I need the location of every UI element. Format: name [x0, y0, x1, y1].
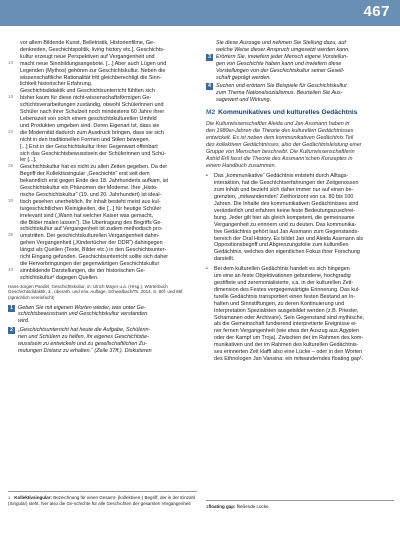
line-text: längst als Quellen (Texte, Bilder etc.) in den Geschichtsunter-: [20, 247, 167, 254]
task-line: Suchen und erörtern Sie Beispiele für Geschichtskultur: [216, 83, 347, 90]
line-number: 25: [8, 164, 14, 170]
paragraph-line: darstellt.: [214, 256, 235, 263]
task-number: 3: [206, 54, 213, 61]
paragraph-line: Jahren. Die Inhalte des kommunikativen Gedächtnisses sind: [214, 201, 359, 208]
text-line: [8, 88, 197, 95]
task-item: [8, 305, 197, 326]
task-item: [206, 54, 394, 82]
text-line: [8, 68, 197, 75]
line-text: richt Eingang gefunden. Geschichtsunterricht sollte sich daher: [20, 254, 169, 261]
paragraph-line: oder der Kampf um Troja). Zwischen der im Rahmen des kom-: [214, 335, 364, 342]
line-text: denkreden, Geschichtspolitik, living history etc.]. Geschichts-: [20, 46, 165, 53]
text-line: [8, 95, 197, 102]
task-line: mutungen Distanz zu erhalten.“ (Zeile 37ff.). Diskutieren: [18, 347, 152, 354]
paragraph-line: veränderlich und erfahren keine feste Bedeutungszuschrei-: [214, 207, 356, 214]
task-number: 2: [8, 327, 15, 334]
line-number: 15: [8, 95, 14, 101]
text-line: [8, 233, 197, 240]
task-line: wird.: [18, 318, 30, 325]
text-line: [8, 275, 197, 282]
task-line: „Geschichtsunterricht hat heute die Aufgabe, Schülerin-: [18, 327, 151, 334]
text-line: [8, 171, 197, 178]
task-number: 4: [206, 83, 213, 90]
task-item: [206, 83, 394, 104]
section-intro: [206, 121, 394, 169]
footnote-text: Bezeichnung für einen Gesamt- (kollektiven-) Begriff, der in der Einzahl (Singular) steht, hier also die Ge-schichte für alle Geschichten der gesamten Vergangenheit: [8, 495, 196, 506]
text-line: [8, 81, 197, 88]
section-heading: [206, 110, 394, 117]
task-line: nen und Schülern zu helfen, ihr eigenes Geschichtsbe-: [18, 334, 149, 341]
task-line: Erörtern Sie, inwiefern jeder Mensch eigene Vorstellun-: [216, 53, 348, 60]
line-text: [...] Erst in der Geschichtskultur ihrer Gegenwart offenbart: [20, 143, 158, 150]
intro-line: des kollektiven Gedächtnisses, also der Gedächtnisleistung einer: [206, 141, 362, 148]
line-text: die Bilder malen lassen“). Die Übertragung des Begriffs Ge-: [20, 219, 163, 226]
text-line: [8, 157, 197, 164]
task-line: Sie diese Aussage und nehmen Sie Stellung dazu, auf: [216, 40, 346, 46]
line-number: 35: [8, 233, 14, 239]
paragraph-line: Oppositionsbegriff und Abgrenzungsfolie zum kulturellen: [214, 242, 349, 249]
section-title: Kommunikatives und kulturelles Gedächtnis: [218, 109, 358, 117]
line-text: gehen Vergangenheit („Kindertücher der DDR“) dahingegen: [20, 240, 163, 247]
task-line: Vorstellungen von der Geschichtskultur seiner Gesell-: [216, 67, 345, 74]
paragraph-line: bung. Jeder gilt hier als gleich kompetent, die gemeinsame: [214, 214, 355, 221]
text-line: [8, 116, 197, 123]
paragraph-line: zum Inhalt und bezieht sich daher immer nur auf einen be-: [214, 187, 354, 194]
paragraph-line: bereich der Oral History. Es bildet Jan und Aleida Assmann als: [214, 235, 364, 242]
paragraph-line: um eine an feste Objektivationen gebundene, hochgradig: [214, 273, 351, 280]
line-text: wissenschaftliche Rationalität tritt gleichberechtigt die Sinn-: [20, 74, 162, 81]
right-column: [206, 40, 394, 366]
text-line: [8, 261, 197, 268]
line-text: vor allem Bildende Kunst, Belletristik, Historienfilme, Ge-: [20, 40, 155, 46]
text-line: [8, 61, 197, 68]
text-line: [8, 226, 197, 233]
paragraph-line: Schamanen oder Archivare). Sein Gegenstand sind mythische,: [214, 314, 365, 321]
line-text: Begriff der Kollektivsingular „Geschichte“ erst seit dem: [20, 171, 150, 178]
intro-line: den 1980er-Jahren die Theorie des kulturellen Gedächtnisses: [206, 127, 354, 134]
paragraph-line: des Ethnologen Jan Vansina: ein mitwanderndes floating gap¹.: [214, 355, 364, 362]
line-text: sich das Geschichtsbewusstsein der Schülerinnen und Schü-: [20, 150, 166, 157]
text-line: [8, 109, 197, 116]
paragraph-line: Vergangenheit zu erinnern und zu deuten. Das kommunika-: [214, 221, 357, 228]
footnote-marker: 1: [8, 495, 11, 500]
line-text: kultur erzeugt neue Perspektiven auf Vergangenheit und: [20, 53, 155, 60]
text-line: [8, 206, 197, 213]
footnote-term: floating gap:: [208, 504, 236, 509]
source-citation: Hans-Jürgen Pandel, Geschichtskultur, in: Ulrich Mayer u.a. (Hrsg.), Wörterbuch Geschichtsdidaktik, 3., überarb. und erw. Auflage, Schwalbach/Ts. 2014, S. 80f. und 86f. (sprachlich vereinfacht): [8, 283, 184, 300]
bullet-line: ▪ Bei dem kulturellen Gedächtnis handelt es sich hingegen: [206, 266, 394, 273]
paragraph-line: ses erinnerten Zeit klafft also eine Lücke – oder in den Worten: [214, 349, 363, 356]
line-text: tisch gesehen unerheblich. Ihr Inhalt besteht meist aus kul-: [20, 198, 161, 205]
line-text: Geschichtskultur ein Phänomen der Moderne. Ihre „Histo-: [20, 185, 158, 192]
line-number: 10: [8, 60, 14, 66]
task-continuation: [206, 40, 394, 54]
line-text: Geschichtskultur hat es nicht zu allen Zeiten gegeben. Da der: [20, 164, 168, 171]
line-text: die Modernität dadurch zum Ausdruck bringen, dass sie sich: [20, 129, 164, 136]
line-text: turgeschichtlichen Kleinigkeiten, die [...] für heutige Schüler: [20, 205, 162, 212]
line-text: bisher kaum für diese nicht-wissenschaftsförmigen Ge-: [20, 95, 152, 102]
text-line: [8, 102, 197, 109]
text-line: [8, 151, 197, 158]
text-line: [8, 54, 197, 61]
text-line: [8, 213, 197, 220]
line-text: nicht in den traditionellen Formen und Stilen bewegen.: [20, 136, 151, 143]
line-text: schichtskultur¹ dagegen Quellen.: [20, 274, 99, 281]
text-line: [8, 123, 197, 130]
intro-line: Gruppe von Menschen beschreibt. Die Kulturwissenschaftlerin: [206, 148, 355, 155]
paragraph-line: grenzten, „mitwandernden“ Zeithorizont von ca. 80 bis 100: [214, 194, 354, 201]
paragraph-line: turelle Gedächtnis transportiert einen festen Bestand an In-: [214, 293, 356, 300]
task-line: gen von Geschichte haben kann und inwiefern diese: [216, 60, 342, 67]
page-number: 467: [363, 3, 390, 20]
line-number: 20: [8, 129, 14, 135]
intro-line: Die Kulturwissenschaftler Aleida und Jan Assmann haben in: [206, 121, 350, 128]
paragraph-line: interaktion, hat die Geschichtserfahrungen der Zeitgenossen: [214, 180, 359, 187]
bullet-line: ▪ Das „kommunikative“ Gedächtnis entsteht durch Alltags-: [206, 173, 394, 180]
text-line: [8, 254, 197, 261]
task-number: 1: [8, 305, 15, 312]
left-footnote: [8, 491, 197, 506]
task-line: zum Thema Nationalsozialismus. Beurteilen Sie Aus-: [216, 90, 343, 97]
text-line: [8, 268, 197, 275]
bullet-paragraph: [206, 173, 394, 263]
line-text: umstritten. Der geschichtskulturellen Vergangenheit dahin-: [20, 233, 160, 240]
text-line: [8, 47, 197, 54]
task-line: wusstsein zu entwickeln und zu gesellschaftlichen Zu-: [18, 341, 147, 348]
text-line: [8, 137, 197, 144]
intro-line: entwickelt. Es ist neben dem kommunikativen Gedächtnis Teil: [206, 134, 354, 141]
paragraph-line: Gedächtnis, welches den eigentlichen Fokus ihrer Forschung: [214, 249, 360, 256]
task-line: schaft geprägt werden.: [216, 74, 271, 81]
intro-line: Astrid Erll fasst die Theorie des Assmann'schen Konzeptes in: [206, 155, 353, 162]
line-number: 40: [8, 267, 14, 273]
task-line: schichtsbewusstsein und Geschichtskultur verstanden: [18, 311, 148, 318]
line-text: Schüler nach ihrer Schulzeit noch mindestens 60 Jahre ihrer: [20, 109, 165, 116]
line-text: sinnbildende Darstellungen, die der historischen Ge-: [20, 267, 146, 274]
line-text: und Produkten umgeben sind. Deren Eigenart ist, dass sie: [20, 122, 160, 129]
text-line: [8, 247, 197, 254]
line-text: schichtsverarbeitungen zuständig, obwohl Schülerinnen und: [20, 102, 164, 109]
text-line: [8, 178, 197, 185]
text-line: [8, 192, 197, 199]
line-text: bekanntlich erst gegen Ende des 18. Jahrhunderts aufkam, ist: [20, 178, 169, 185]
paragraph-line: ner fernen Vergangenheit (wie etwa der Auszug aus Ägypten: [214, 328, 360, 335]
paragraph-line: gestiftete und zeremonialisierte, v.a. in der kulturellen Zeit-: [214, 280, 354, 286]
section-marker: M2: [206, 109, 216, 117]
text-line: [8, 130, 197, 137]
line-text: irrelevant sind („Wann hat welcher Kaiser was gemacht,: [20, 212, 154, 219]
intro-line: einem Handbuch zusammen.: [206, 162, 277, 169]
left-column: [8, 40, 197, 357]
footnote-marker: 1: [206, 504, 209, 509]
line-text: Geschichtsdidaktik und Geschichtsunterricht fühlten sich: [20, 88, 155, 95]
footnote-term: Kollektivsingular:: [14, 495, 52, 500]
paragraph-line: als die Gemeinschaft fundierend interpretierte Ereignisse ei-: [214, 321, 358, 328]
bullet-paragraph: [206, 266, 394, 363]
paragraph-line: tive Gedächtnis gehört laut Jan Assmann zum Gegenstands-: [214, 228, 360, 235]
line-text: ler [...].: [20, 157, 37, 164]
task-item: [8, 327, 197, 355]
line-text: Legenden (Mythos) gehören zur Geschichtskultur. Neben die: [20, 67, 166, 74]
paragraph-line: Interpretation Spezialisten ausgebildet werden (z.B. Priester,: [214, 307, 359, 314]
text-line: [8, 199, 197, 206]
page-header-bar: [0, 0, 400, 26]
footnote-text: fließende Lücke: [236, 504, 269, 509]
line-text: schichtskultur auf Vergangenheit ist zudem methodisch pro-: [20, 226, 163, 233]
text-line: [8, 40, 197, 47]
text-line: [8, 164, 197, 171]
line-text: rische Geschichtskultur“ (19. und 20. Jahrhundert) ist ideal-: [20, 191, 162, 198]
task-line: Geben Sie mit eigenen Worten wieder, was unter Ge-: [18, 304, 146, 311]
text-line: [8, 240, 197, 247]
line-number: 30: [8, 198, 14, 204]
task-line: sagewert und Wirkung.: [216, 97, 272, 104]
line-text: die Hervorbringungen der gegenwärtigen Geschichtskultur: [20, 261, 160, 267]
paragraph-line: halten und Sinnstiftungen, zu deren Kontinuierung und: [214, 300, 345, 307]
text-line: [8, 144, 197, 151]
paragraph-line: munikativen und der im Rahmen des kulturellen Gedächtnis-: [214, 342, 359, 349]
line-text: macht neue Sinnbildungsangebote. [...] Aber auch Lügen und: [20, 60, 167, 67]
task-line: welche Weise dieser Anspruch umgesetzt werden kann.: [216, 46, 350, 53]
text-line: [8, 75, 197, 82]
text-line: [8, 220, 197, 227]
line-text: Lebenszeit von solch einem geschichtskulturellen Umfeld: [20, 115, 157, 122]
line-text: lichkeit historischer Erfahrung.: [20, 81, 93, 88]
right-footnote: [206, 500, 394, 510]
text-line: [8, 185, 197, 192]
paragraph-line: dimension des Festes vergegenwärtigte Erinnerung. Das kul-: [214, 286, 360, 293]
